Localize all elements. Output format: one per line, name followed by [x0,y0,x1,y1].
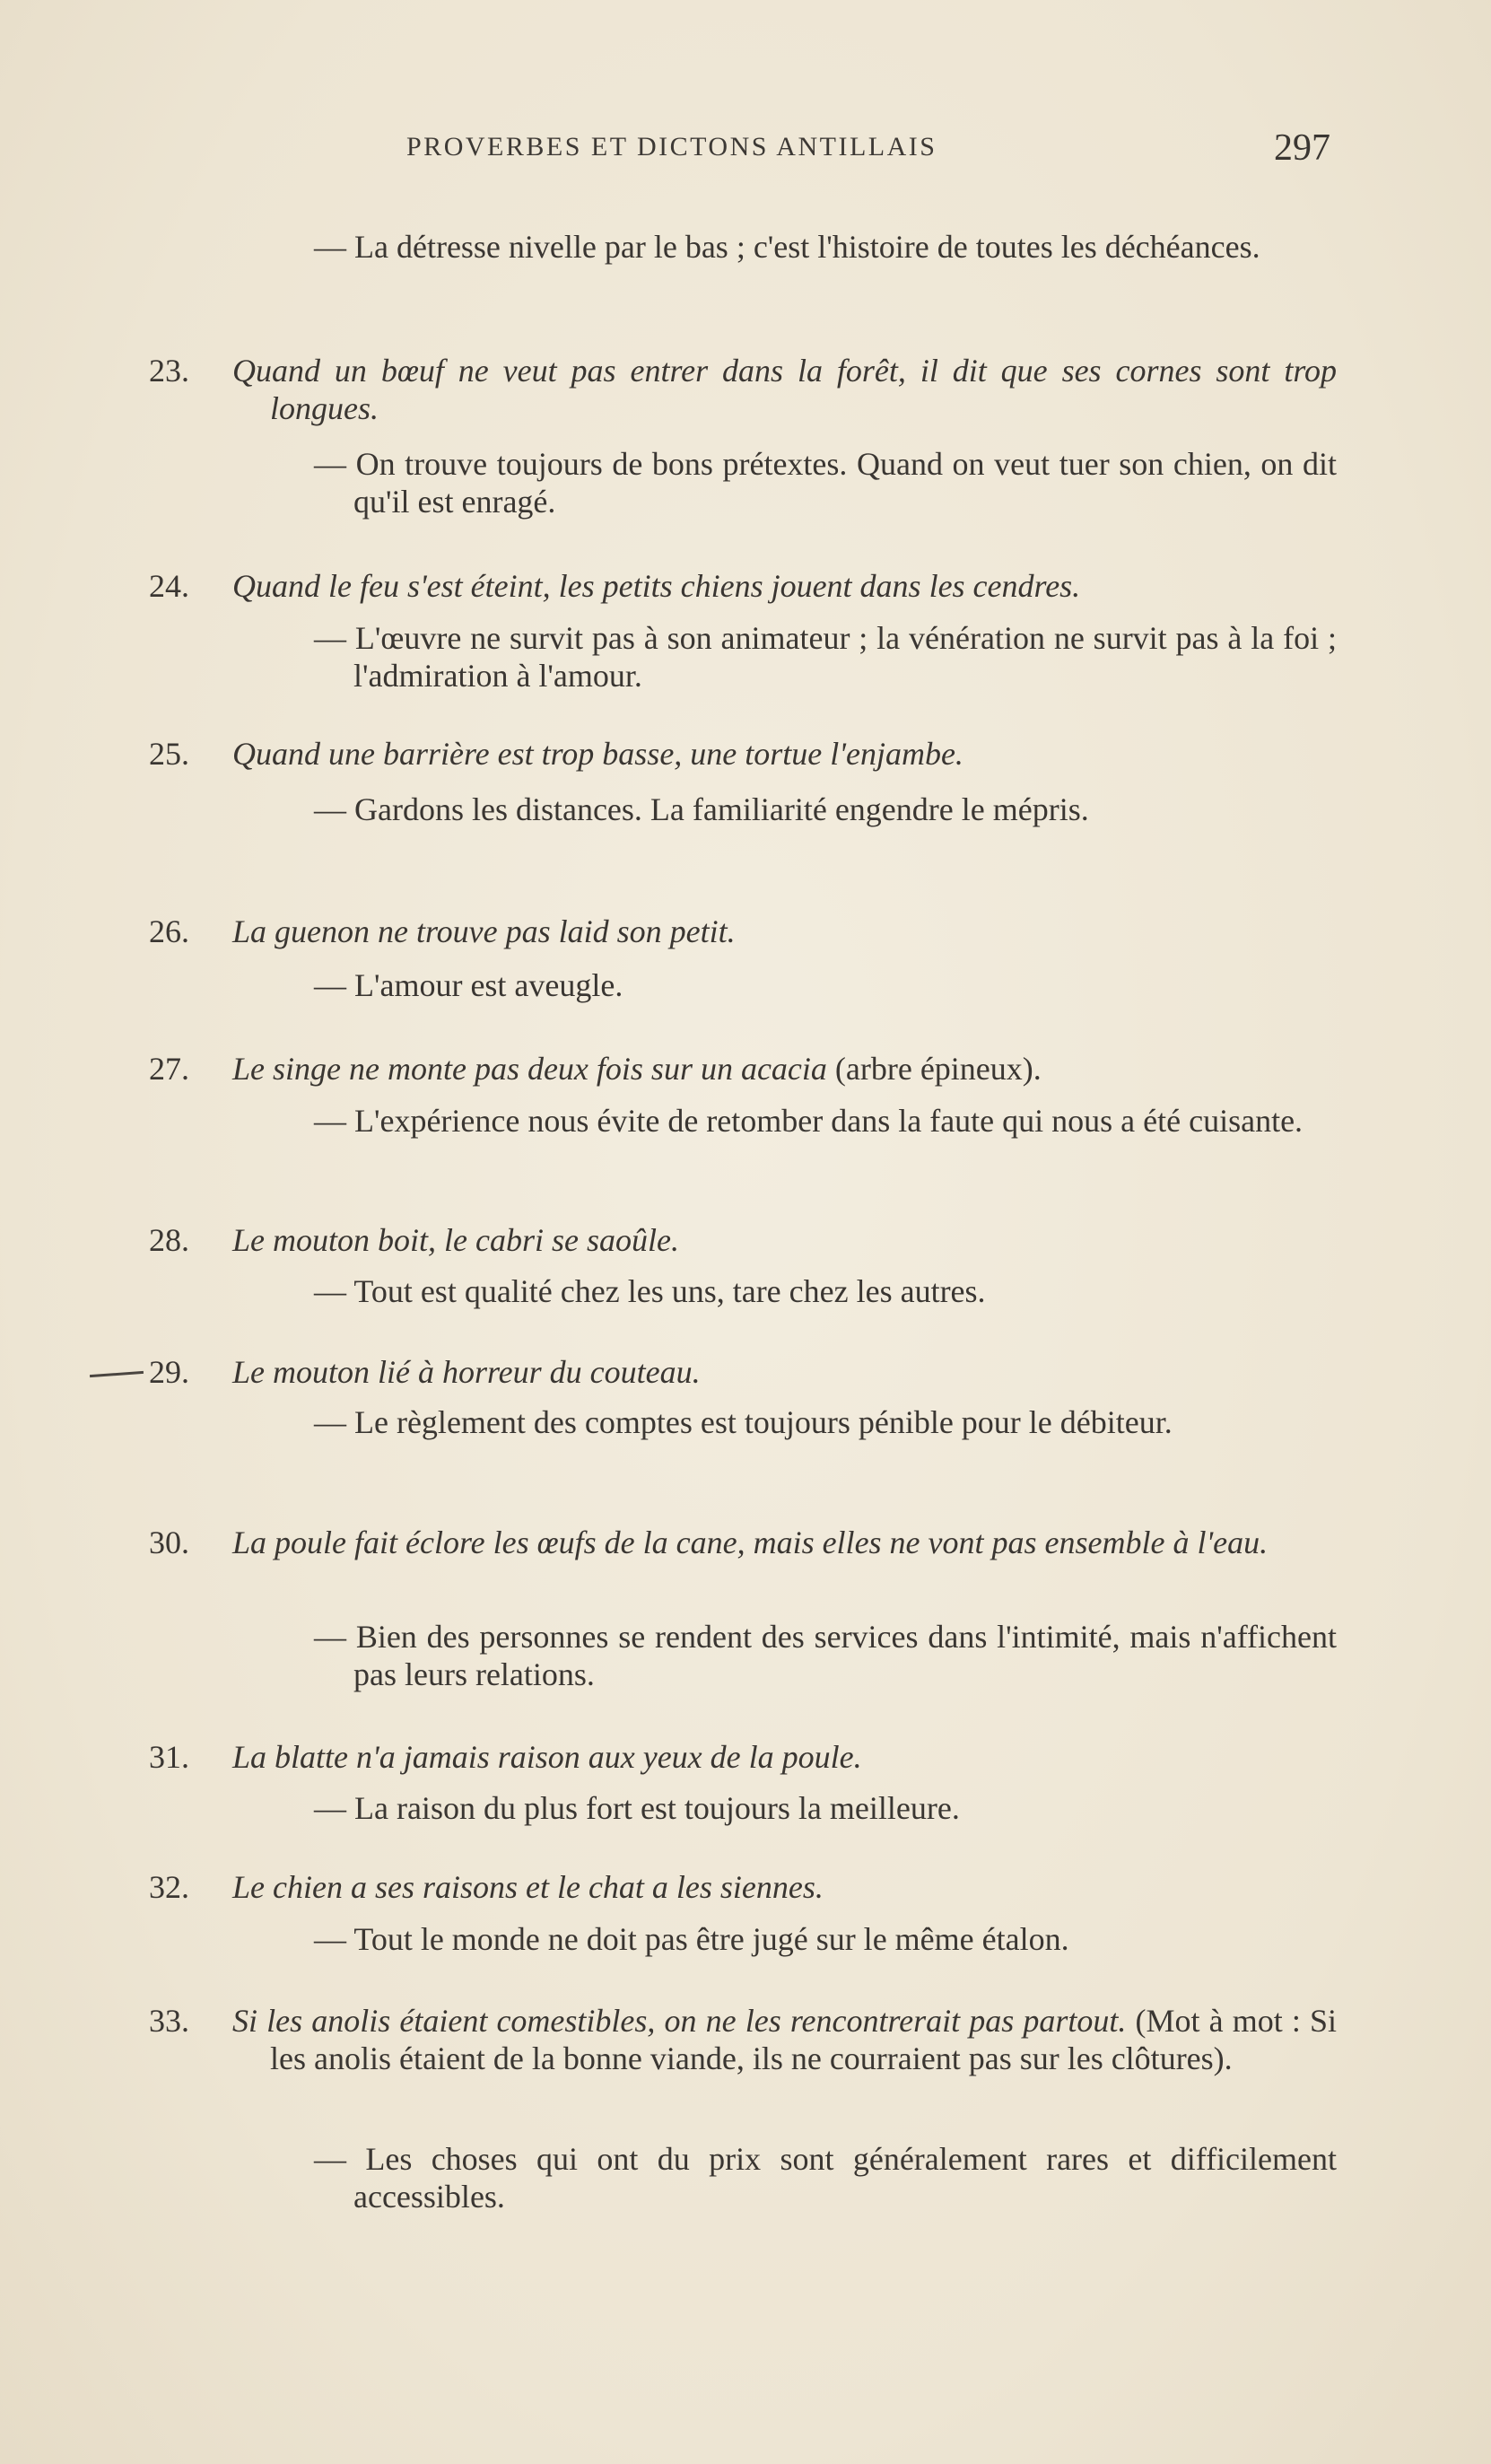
entry-number: 25. [149,736,189,772]
entry-number: 24. [149,568,189,604]
proverb-text [232,735,1337,773]
proverb-text [232,567,1337,605]
entry-number: 26. [149,913,189,949]
running-title: PROVERBES ET DICTONS ANTILLAIS [406,132,937,162]
proverb-meaning: — On trouve toujours de bons prétextes. Quand on veut tuer son chien, on dit qu'il est enragé. [314,446,1337,520]
proverb-italic: La blatte n'a jamais raison aux yeux de la poule. [232,1739,862,1775]
proverb-text [232,1738,1337,1776]
proverb-meaning: — L'expérience nous évite de retomber dans la faute qui nous a été cuisante. [314,1103,1304,1139]
proverb-meaning: — Les choses qui ont du prix sont généralement rares et difficilement accessibles. [314,2141,1337,2215]
proverb-italic: La guenon ne trouve pas laid son petit. [232,913,736,949]
entry-number: 23. [149,353,189,389]
proverb-note: (arbre épineux). [826,1051,1042,1087]
proverb-meaning: — Tout le monde ne doit pas être jugé sur le même étalon. [314,1921,1069,1957]
proverb-italic: Le mouton boit, le cabri se saoûle. [232,1222,679,1258]
entry-number: 28. [149,1222,189,1258]
entry-number: 31. [149,1739,189,1775]
proverb-text [232,913,1337,950]
proverb-italic: Quand un bœuf ne veut pas entrer dans la forêt, il dit que ses cornes sont trop longues. [232,353,1337,426]
proverb-italic: Quand le feu s'est éteint, les petits chiens jouent dans les cendres. [232,568,1081,604]
proverb-meaning: — Le règlement des comptes est toujours pénible pour le débiteur. [314,1404,1173,1440]
proverb-text [232,1050,1337,1088]
proverb-italic: Si les anolis étaient comestibles, on ne les rencontrerait pas partout. [232,2003,1127,2039]
proverb-meaning: — Gardons les distances. La familiarité engendre le mépris. [314,791,1089,827]
proverb-text [232,1524,1337,1561]
proverb-italic: Quand une barrière est trop basse, une tortue l'enjambe. [232,736,963,772]
proverb-meaning: — L'amour est aveugle. [314,967,623,1003]
proverb-text [232,1353,1337,1391]
proverb-text [232,352,1337,427]
entry-number: 29. [149,1354,189,1390]
margin-pen-mark [90,1371,144,1377]
continuation-paragraph: — La détresse nivelle par le bas ; c'est l'histoire de toutes les déchéances. [314,229,1260,265]
proverb-italic: Le singe ne monte pas deux fois sur un acacia [232,1051,827,1087]
proverb-meaning: — Tout est qualité chez les uns, tare chez les autres. [314,1273,986,1309]
proverb-note: (Mot à mot : Si les anolis étaient de la bonne viande, ils ne courraient pas sur les clôtures). [270,2003,1338,2076]
proverb-meaning: — L'œuvre ne survit pas à son animateur ; la vénération ne survit pas à la foi ; l'admiration à l'amour. [314,620,1337,694]
proverb-text [232,2002,1338,2077]
proverb-text [232,1868,1337,1906]
entry-number: 30. [149,1525,189,1560]
proverb-meaning: — Bien des personnes se rendent des services dans l'intimité, mais n'affichent pas leurs relations. [314,1619,1337,1692]
proverb-text [232,1221,1337,1259]
entry-number: 32. [149,1869,189,1905]
page-header [0,127,1491,169]
proverb-meaning: — La raison du plus fort est toujours la meilleure. [314,1790,960,1826]
proverb-italic: La poule fait éclore les œufs de la cane, mais elles ne vont pas ensemble à l'eau. [232,1525,1269,1560]
proverb-italic: Le mouton lié à horreur du couteau. [232,1354,701,1390]
proverb-italic: Le chien a ses raisons et le chat a les siennes. [232,1869,824,1905]
entry-number: 27. [149,1051,189,1087]
entry-number: 33. [149,2003,189,2039]
page-number: 297 [1274,127,1330,169]
